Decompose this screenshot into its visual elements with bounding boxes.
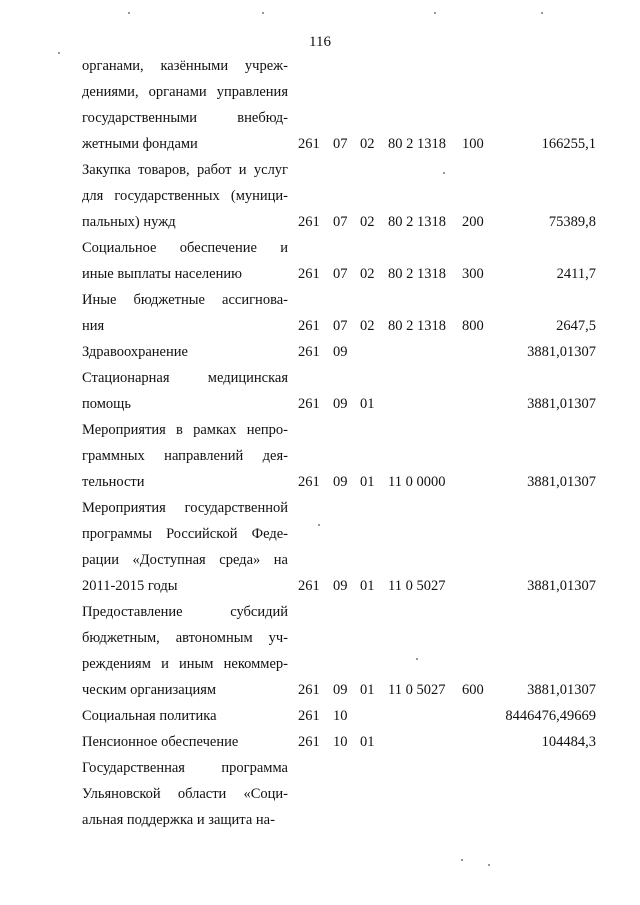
amount-cell: 2411,7 xyxy=(556,266,596,282)
row-name-line: Социальная политика xyxy=(82,708,217,724)
row-name-line: Ульяновской области «Соци- xyxy=(82,786,288,802)
subsection-cell: 01 xyxy=(360,578,375,594)
row-name-line: ческим организациям xyxy=(82,682,217,698)
row-name-line: для государственных (муници- xyxy=(82,188,288,204)
table-row xyxy=(0,495,640,599)
section-cell: 09 xyxy=(333,578,348,594)
row-name-line: реждениям и иным некоммер- xyxy=(82,656,288,672)
row-name-line: помощь xyxy=(82,396,131,412)
expense-type-cell: 600 xyxy=(462,682,484,698)
section-cell: 10 xyxy=(333,734,348,750)
section-cell: 09 xyxy=(333,682,348,698)
ved-cell: 261 xyxy=(298,474,320,490)
row-name-line: Государственная программа xyxy=(82,760,288,776)
table-row xyxy=(0,755,640,833)
section-cell: 07 xyxy=(333,266,348,282)
row-name-line: рации «Доступная среда» на xyxy=(82,552,288,568)
table-row xyxy=(0,53,640,157)
table-row xyxy=(0,365,640,417)
row-name-line: Пенсионное обеспечение xyxy=(82,734,239,750)
row-name-line: Мероприятия в рамках непро- xyxy=(82,422,288,438)
subsection-cell: 02 xyxy=(360,214,375,230)
amount-cell: 75389,8 xyxy=(548,214,596,230)
row-name-line: Иные бюджетные ассигнова- xyxy=(82,292,288,308)
row-name-line: государственными внебюд- xyxy=(82,110,288,126)
scan-speck xyxy=(58,52,60,54)
scan-speck xyxy=(488,864,490,866)
subsection-cell: 01 xyxy=(360,734,375,750)
expense-type-cell: 800 xyxy=(462,318,484,334)
table-row xyxy=(0,729,640,755)
table-row xyxy=(0,235,640,287)
ved-cell: 261 xyxy=(298,266,320,282)
amount-cell: 8446476,49669 xyxy=(505,708,596,724)
amount-cell: 3881,01307 xyxy=(527,474,596,490)
page-number: 116 xyxy=(309,34,331,50)
ved-cell: 261 xyxy=(298,214,320,230)
amount-cell: 2647,5 xyxy=(556,318,596,334)
subsection-cell: 01 xyxy=(360,682,375,698)
subsection-cell: 01 xyxy=(360,474,375,490)
expense-type-cell: 200 xyxy=(462,214,484,230)
row-name-line: программы Российской Феде- xyxy=(82,526,288,542)
row-name-line: дениями, органами управления xyxy=(82,84,288,100)
amount-cell: 104484,3 xyxy=(541,734,596,750)
ved-cell: 261 xyxy=(298,708,320,724)
target-article-cell: 80 2 1318 xyxy=(388,214,446,230)
scan-speck xyxy=(318,524,320,526)
row-name-line: граммных направлений дея- xyxy=(82,448,288,464)
row-name-line: Мероприятия государственной xyxy=(82,500,288,516)
target-article-cell: 11 0 0000 xyxy=(388,474,446,490)
row-name-line: ния xyxy=(82,318,105,334)
ved-cell: 261 xyxy=(298,344,320,360)
table-row xyxy=(0,599,640,703)
section-cell: 07 xyxy=(333,136,348,152)
table-row xyxy=(0,287,640,339)
row-name-line: 2011-2015 годы xyxy=(82,578,178,594)
row-name-line: органами, казёнными учреж- xyxy=(82,58,288,74)
row-name-line: Здравоохранение xyxy=(82,344,188,360)
section-cell: 07 xyxy=(333,214,348,230)
expense-type-cell: 300 xyxy=(462,266,484,282)
target-article-cell: 11 0 5027 xyxy=(388,578,446,594)
row-name-line: Закупка товаров, работ и услуг xyxy=(82,162,288,178)
subsection-cell: 01 xyxy=(360,396,375,412)
target-article-cell: 80 2 1318 xyxy=(388,136,446,152)
ved-cell: 261 xyxy=(298,682,320,698)
row-name-line: альная поддержка и защита на- xyxy=(82,812,275,828)
section-cell: 09 xyxy=(333,344,348,360)
subsection-cell: 02 xyxy=(360,136,375,152)
amount-cell xyxy=(492,807,596,833)
ved-cell: 261 xyxy=(298,734,320,750)
ved-cell: 261 xyxy=(298,396,320,412)
section-cell: 07 xyxy=(333,318,348,334)
row-name-line: бюджетным, автономным уч- xyxy=(82,630,288,646)
row-name-line: Стационарная медицинская xyxy=(82,370,288,386)
scan-speck xyxy=(262,12,264,14)
expense-type-cell: 100 xyxy=(462,136,484,152)
row-name-line: Социальное обеспечение и xyxy=(82,240,288,256)
ved-cell: 261 xyxy=(298,318,320,334)
table-row xyxy=(0,339,640,365)
row-name-line: тельности xyxy=(82,474,145,490)
table-row xyxy=(0,417,640,495)
subsection-cell: 02 xyxy=(360,266,375,282)
row-name-line: Предоставление субсидий xyxy=(82,604,288,620)
amount-cell: 3881,01307 xyxy=(527,682,596,698)
ved-cell: 261 xyxy=(298,136,320,152)
scan-speck xyxy=(461,859,463,861)
target-article-cell: 11 0 5027 xyxy=(388,682,446,698)
target-article-cell: 80 2 1318 xyxy=(388,318,446,334)
scan-speck xyxy=(434,12,436,14)
scan-speck xyxy=(416,658,418,660)
section-cell: 09 xyxy=(333,396,348,412)
scan-speck xyxy=(541,12,543,14)
amount-cell: 3881,01307 xyxy=(527,578,596,594)
amount-cell: 166255,1 xyxy=(541,136,596,152)
amount-cell: 3881,01307 xyxy=(527,344,596,360)
table-row xyxy=(0,703,640,729)
scan-speck xyxy=(128,12,130,14)
row-name-line: пальных) нужд xyxy=(82,214,176,230)
section-cell: 09 xyxy=(333,474,348,490)
row-name-line: жетными фондами xyxy=(82,136,198,152)
row-name-line: иные выплаты населению xyxy=(82,266,242,282)
table-row xyxy=(0,157,640,235)
scan-speck xyxy=(443,172,445,174)
subsection-cell: 02 xyxy=(360,318,375,334)
ved-cell: 261 xyxy=(298,578,320,594)
section-cell: 10 xyxy=(333,708,348,724)
target-article-cell: 80 2 1318 xyxy=(388,266,446,282)
amount-cell: 3881,01307 xyxy=(527,396,596,412)
